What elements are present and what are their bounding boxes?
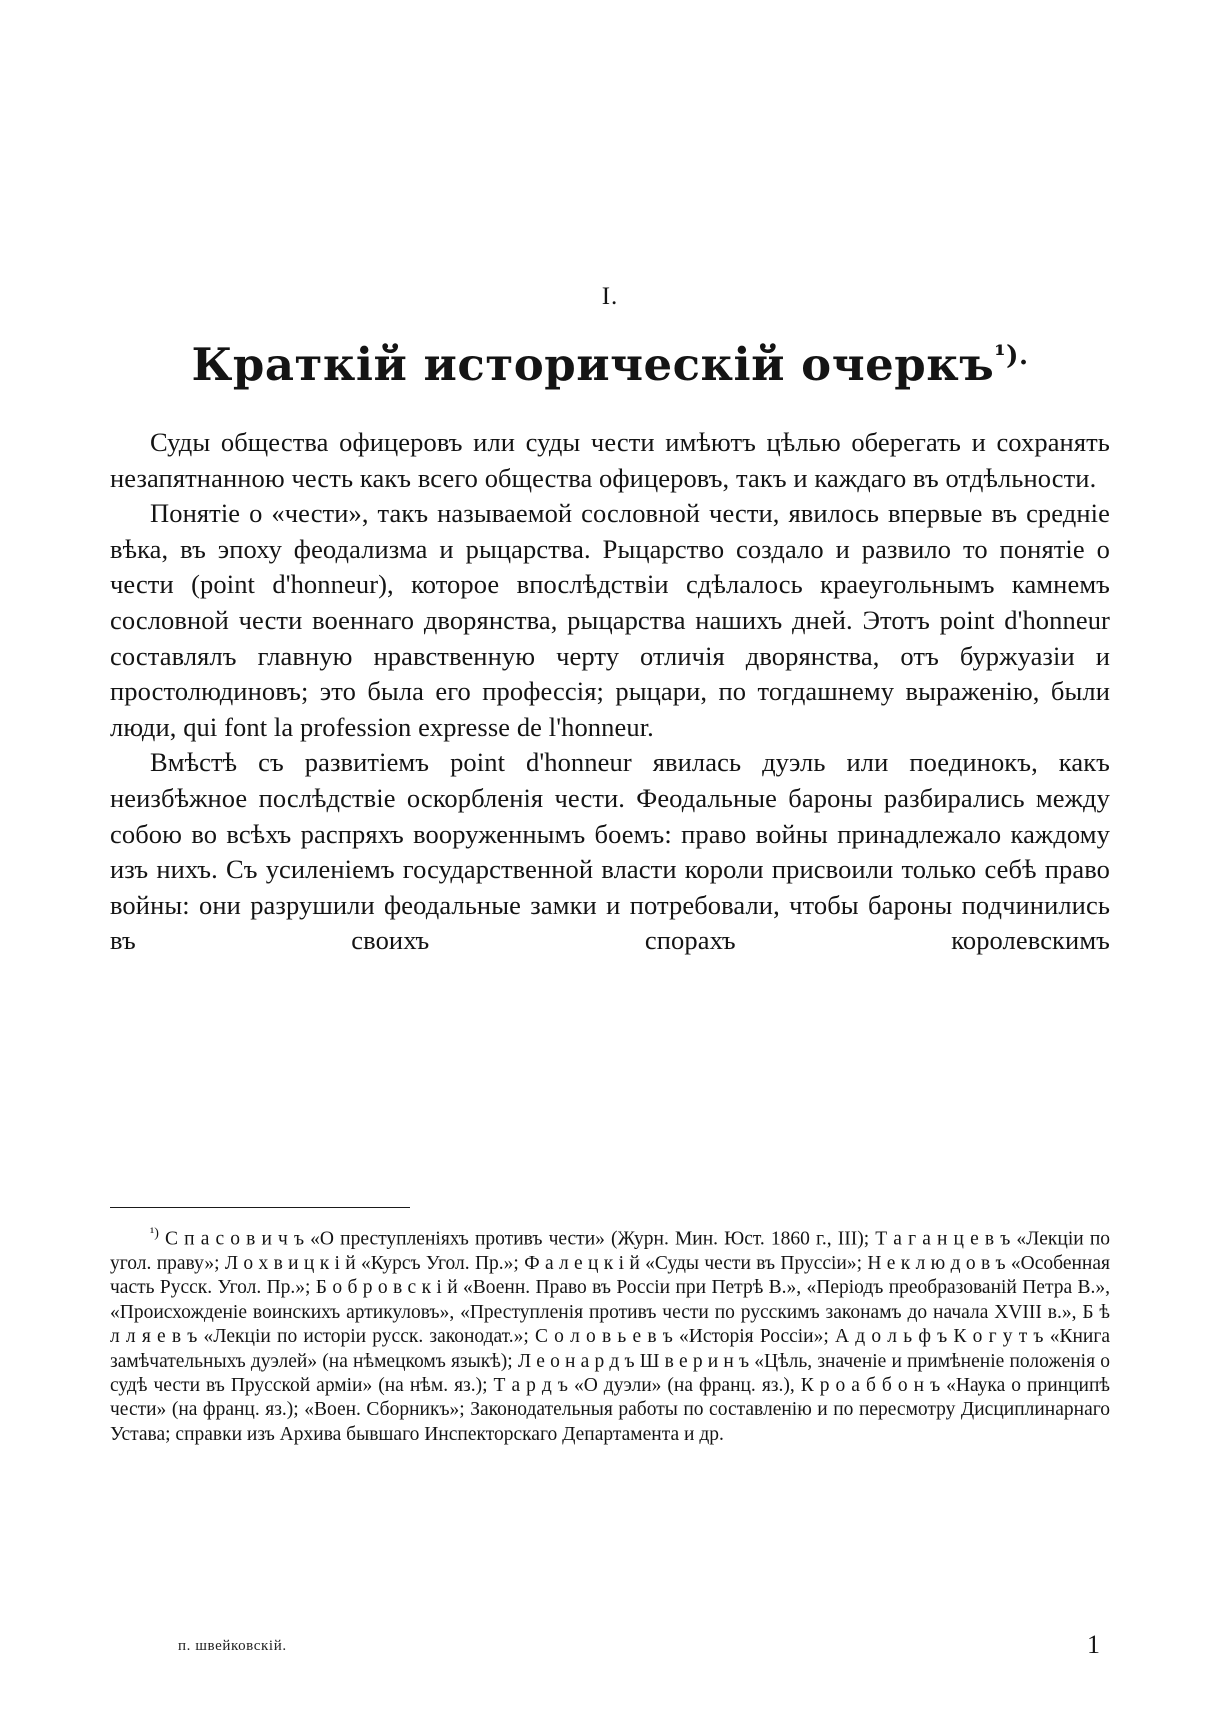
- footnote-marker: ¹): [150, 1226, 159, 1241]
- paragraph: Понятіе о «чести», такъ называемой сословной чести, явилось впервые въ средніе вѣка, въ эпоху феодализма и рыцарства. Рыцарство создало и развило то понятіе о чести (point d'honneur), которое впослѣдствіи сдѣлалось краеугольнымъ камнемъ сословной чести военнаго дворянства, рыцарства нашихъ дней. Этотъ point d'honneur составлялъ главную нравственную черту отличія дворянства, отъ буржуазіи и простолюдиновъ; это была его профессія; рыцари, по тогдашнему выраженію, были люди, qui font la profession expresse de l'honneur.: [110, 498, 1110, 742]
- footnote-body: С п а с о в и ч ъ «О преступленіяхъ противъ чести» (Журн. Мин. Юст. 1860 г., III); Т а г а н ц е в ъ «Лекціи по угол. праву»; Л о х в и ц к і й «Курсъ Угол. Пр.»; Ф а л е ц к і й «Суды чести въ Пруссіи»; Н е к л ю д о в ъ «Особенная часть Русск. Угол. Пр.»; Б о б р о в с к і й «Военн. Право въ Россіи при Петрѣ В.», «Періодъ преобразованій Петра В.», «Происхожденіе воинскихъ артикуловъ», «Преступленія противъ чести по русскимъ законамъ до начала XVIII в.», Б ѣ л л я е в ъ «Лекціи по исторіи русск. законодат.»; С о л о в ь е в ъ «Исторія Россіи»; А д о л ь ф ъ К о г у т ъ «Книга замѣчательныхъ дуэлей» (на нѣмецкомъ языкѣ); Л е о н а р д ъ Ш в е р и н ъ «Цѣль, значеніе и примѣненіе положенія о судѣ чести въ Прусской арміи» (на нѣм. яз.); Т а р д ъ «О дуэли» (на франц. яз.), К р о а б б о н ъ «Наука о принципѣ чести» (на франц. яз.); «Воен. Сборникъ»; Законодательныя работы по составленію и по пересмотру Дисциплинарнаго Устава; справки изъ Архива бывшаго Инспекторскаго Департамента и др.: [110, 1228, 1111, 1445]
- footnote-text: [110, 1222, 1110, 1447]
- paragraph: Суды общества офицеровъ или суды чести имѣютъ цѣлью оберегать и сохранять незапятнанною честь какъ всего общества офицеровъ, такъ и каждаго въ отдѣльности.: [110, 427, 1110, 493]
- page-number: 1: [1087, 1630, 1100, 1659]
- body-text: [110, 425, 1110, 959]
- page-content: [110, 0, 1110, 959]
- printer-signature: п. швейковскій.: [178, 1638, 287, 1654]
- chapter-number: I.: [601, 283, 619, 310]
- chapter-title-text: Краткій историческій очеркъ: [191, 338, 995, 391]
- footnote-divider: [110, 1207, 410, 1208]
- footnote-block: [110, 1222, 1110, 1447]
- title-footnote-marker: ¹).: [994, 341, 1029, 371]
- page-title: [110, 338, 1110, 391]
- paragraph: Вмѣстѣ съ развитіемъ point d'honneur явилась дуэль или поединокъ, какъ неизбѣжное послѣдствіе оскорбленія чести. Феодальные бароны разбирались между собою во всѣхъ распряхъ вооруженнымъ боемъ: право войны принадлежало каждому изъ нихъ. Съ усиленіемъ государственной власти короли присвоили только себѣ право войны: они разрушили феодальные замки и потребовали, чтобы бароны подчинились въ своихъ спорахъ королевскимъ: [110, 747, 1110, 956]
